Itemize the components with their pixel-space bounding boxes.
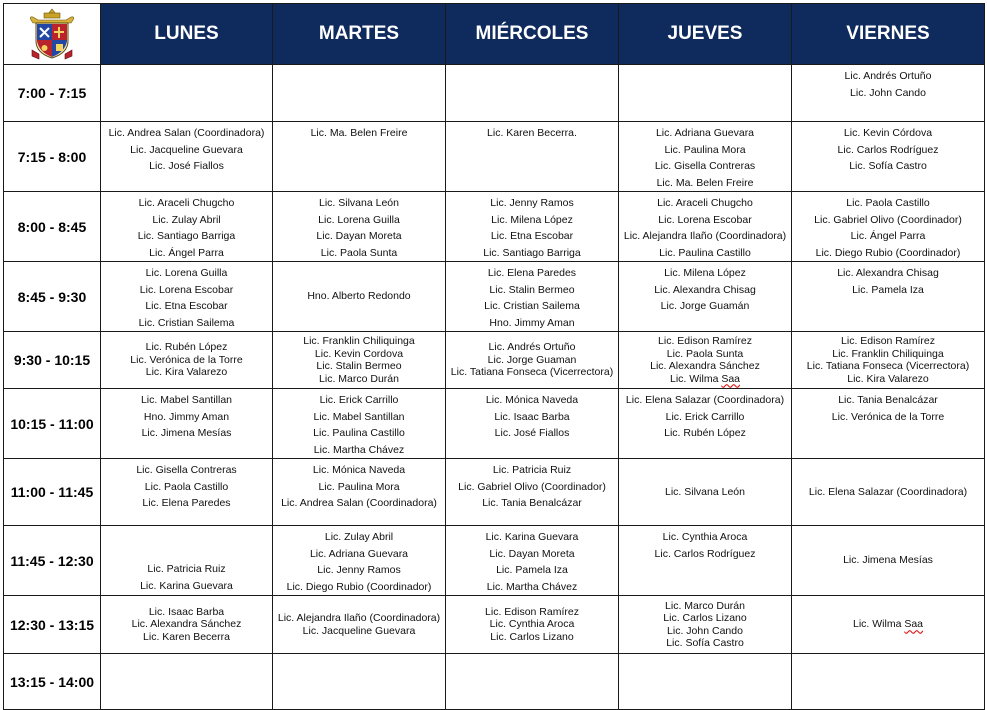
teacher-name: Lic. Karen Becerra bbox=[143, 630, 230, 643]
teacher-name: Lic. Pamela Iza bbox=[496, 564, 568, 576]
teacher-name: Lic. Marco Durán bbox=[665, 599, 745, 612]
teacher-name: Lic. Paulina Castillo bbox=[659, 246, 751, 259]
teacher-name: Lic. Elena Paredes bbox=[142, 497, 231, 509]
schedule-cell bbox=[619, 65, 792, 122]
schedule-cell bbox=[446, 262, 619, 332]
schedule-cell bbox=[101, 122, 273, 192]
schedule-cell bbox=[619, 596, 792, 654]
schedule-cell bbox=[273, 389, 446, 459]
teacher-name: Lic. Gisella Contreras bbox=[136, 464, 237, 476]
schedule-row bbox=[4, 654, 985, 710]
schedule-cell bbox=[792, 192, 985, 262]
teacher-name: Lic. Zulay Abril bbox=[324, 531, 394, 543]
teacher-name: Lic. Santiago Barriga bbox=[483, 246, 581, 259]
teacher-name: Lic. Dayan Moreta bbox=[316, 230, 402, 242]
teacher-name: Lic. Jenny Ramos bbox=[317, 564, 401, 576]
schedule-cell bbox=[446, 459, 619, 526]
time-slot-label: 11:00 - 11:45 bbox=[4, 459, 101, 526]
teacher-name: Lic. Karina Guevara bbox=[485, 531, 579, 543]
schedule-cell bbox=[619, 459, 792, 526]
schedule-cell bbox=[273, 122, 446, 192]
teacher-name: Lic. Etna Escobar bbox=[490, 230, 574, 242]
schedule-cell bbox=[619, 192, 792, 262]
teacher-name: Lic. Ángel Parra bbox=[850, 230, 926, 242]
schedule-cell bbox=[273, 192, 446, 262]
schedule-row bbox=[4, 459, 985, 526]
schedule-cell bbox=[446, 389, 619, 459]
teacher-name: Lic. Lorena Escobar bbox=[658, 213, 752, 226]
teacher-name: Lic. Elena Paredes bbox=[487, 267, 577, 279]
teacher-name: Lic. Lorena Escobar bbox=[139, 283, 234, 296]
time-slot-label: 12:30 - 13:15 bbox=[4, 596, 101, 654]
teacher-name: Lic. Edison Ramírez bbox=[485, 605, 579, 618]
teacher-name: Lic. Alejandra Ilaño (Coordinadora) bbox=[623, 230, 787, 242]
teacher-name: Lic. Sofía Castro bbox=[849, 160, 927, 172]
teacher-name: Lic. Rubén López bbox=[664, 427, 746, 439]
teacher-name: Lic. Mónica Naveda bbox=[312, 464, 406, 476]
teacher-name: Lic. Paola Castillo bbox=[846, 197, 930, 209]
schedule-row bbox=[4, 389, 985, 459]
teacher-name: Lic. Kevin Córdova bbox=[843, 127, 933, 139]
teacher-name: Lic. Cristian Sailema bbox=[138, 316, 235, 329]
teacher-name: Lic. Ma. Belen Freire bbox=[310, 127, 408, 139]
time-slot-label: 8:45 - 9:30 bbox=[4, 262, 101, 332]
teacher-name: Lic. Rubén López bbox=[145, 341, 228, 354]
teacher-name: Lic. Alexandra Chisag bbox=[837, 267, 939, 279]
teacher-name: Lic. Carlos Rodríguez bbox=[837, 143, 939, 156]
teacher-name: Lic. Stalin Bermeo bbox=[316, 360, 402, 372]
schedule-cell bbox=[446, 654, 619, 710]
schedule-cell bbox=[792, 65, 985, 122]
teacher-name: Lic. Jacqueline Guevara bbox=[302, 624, 416, 637]
time-slot-label: 9:30 - 10:15 bbox=[4, 332, 101, 389]
schedule-cell bbox=[792, 389, 985, 459]
schedule-cell bbox=[273, 332, 446, 389]
teacher-name: Lic. Dayan Moreta bbox=[489, 547, 575, 560]
schedule-cell bbox=[792, 332, 985, 389]
teacher-name: Lic. Jacqueline Guevara bbox=[130, 143, 243, 156]
schedule-cell bbox=[446, 65, 619, 122]
teacher-name: Lic. Isaac Barba bbox=[148, 605, 225, 618]
schedule-row bbox=[4, 332, 985, 389]
day-header-jueves: JUEVES bbox=[619, 4, 792, 65]
teacher-name: Lic. Paola Sunta bbox=[666, 347, 744, 360]
teacher-name: Lic. Andrés Ortuño bbox=[844, 70, 932, 82]
teacher-name: Lic. Elena Salazar (Coordinadora) bbox=[625, 394, 785, 406]
teacher-name: Lic. Jorge Guamán bbox=[660, 300, 750, 312]
teacher-name: Lic. Isaac Barba bbox=[494, 410, 570, 423]
teacher-name: Lic. Edison Ramírez bbox=[658, 335, 752, 347]
teacher-name: Lic. Jenny Ramos bbox=[490, 197, 574, 209]
schedule-cell bbox=[273, 459, 446, 526]
teacher-name: Lic. Araceli Chugcho bbox=[138, 197, 235, 209]
teacher-name: Lic. Ángel Parra bbox=[149, 246, 224, 259]
time-slot-label: 10:15 - 11:00 bbox=[4, 389, 101, 459]
teacher-name: Lic. Etna Escobar bbox=[145, 300, 228, 312]
teacher-name: Lic. Wilma Saa bbox=[852, 618, 924, 631]
schedule-cell bbox=[619, 122, 792, 192]
teacher-name: Lic. Ma. Belen Freire bbox=[656, 176, 754, 189]
time-slot-label: 7:15 - 8:00 bbox=[4, 122, 101, 192]
teacher-name: Lic. Silvana León bbox=[665, 485, 745, 498]
teacher-name: Lic. Andrea Salan (Coordinadora) bbox=[108, 127, 265, 139]
teacher-name: Lic. Araceli Chugcho bbox=[657, 197, 753, 209]
schedule-cell bbox=[792, 526, 985, 596]
teacher-name: Lic. Cynthia Aroca bbox=[489, 618, 575, 631]
teacher-name: Lic. Elena Salazar (Coordinadora) bbox=[808, 485, 968, 498]
teacher-name: Lic. Tatiana Fonseca (Vicerrectora) bbox=[450, 366, 614, 379]
teacher-name: Lic. Gabriel Olivo (Coordinador) bbox=[458, 480, 606, 493]
teacher-name: Lic. Santiago Barriga bbox=[137, 230, 236, 242]
schedule-cell bbox=[273, 526, 446, 596]
teacher-name: Lic. Carlos Rodríguez bbox=[654, 547, 756, 560]
schedule-cell bbox=[273, 262, 446, 332]
teacher-name: Lic. Tatiana Fonseca (Vicerrectora) bbox=[806, 360, 970, 372]
schedule-cell bbox=[792, 459, 985, 526]
schedule-row bbox=[4, 122, 985, 192]
teacher-name: Lic. Alexandra Sánchez bbox=[131, 618, 242, 631]
teacher-name: Lic. Carlos Lizano bbox=[490, 630, 574, 643]
header-row bbox=[4, 4, 985, 65]
teacher-name: Hno. Alberto Redondo bbox=[307, 290, 411, 303]
schedule-row bbox=[4, 262, 985, 332]
teacher-name: Hno. Jimmy Aman bbox=[489, 316, 575, 329]
teacher-name: Lic. John Cando bbox=[667, 624, 743, 637]
schedule-row bbox=[4, 526, 985, 596]
schedule-cell bbox=[101, 65, 273, 122]
teacher-name: Lic. Jimena Mesías bbox=[843, 554, 933, 567]
schedule-cell bbox=[619, 332, 792, 389]
school-logo bbox=[4, 4, 101, 65]
teacher-name: Lic. Karina Guevara bbox=[140, 579, 233, 592]
schedule-cell bbox=[446, 596, 619, 654]
teacher-name: Lic. Adriana Guevara bbox=[655, 127, 755, 139]
teacher-name: Lic. Andrea Salan (Coordinadora) bbox=[281, 497, 437, 509]
teacher-name: Lic. Gisella Contreras bbox=[654, 160, 756, 172]
teacher-name: Lic. José Fiallos bbox=[494, 427, 570, 439]
time-slot-label: 13:15 - 14:00 bbox=[4, 654, 101, 710]
teacher-name: Lic. Martha Chávez bbox=[313, 443, 405, 456]
teacher-name: Lic. Zulay Abril bbox=[152, 213, 221, 226]
teacher-name: Lic. José Fiallos bbox=[149, 160, 224, 172]
teacher-name: Lic. Tania Benalcázar bbox=[482, 497, 582, 509]
teacher-name: Lic. Tania Benalcázar bbox=[838, 394, 938, 406]
teacher-name: Lic. Gabriel Olivo (Coordinador) bbox=[814, 213, 962, 226]
teacher-name: Lic. Paulina Castillo bbox=[313, 427, 405, 439]
teacher-name: Lic. Silvana León bbox=[319, 197, 399, 209]
teacher-name: Lic. Mabel Santillan bbox=[140, 394, 233, 406]
teacher-name: Lic. Alejandra Ilaño (Coordinadora) bbox=[277, 612, 441, 624]
schedule-cell bbox=[273, 65, 446, 122]
teacher-name: Lic. Marco Durán bbox=[319, 372, 399, 385]
teacher-name: Lic. Carlos Lizano bbox=[663, 612, 747, 624]
teacher-name: Lic. Patricia Ruiz bbox=[492, 464, 572, 476]
teacher-name: Lic. Verónica de la Torre bbox=[130, 353, 243, 366]
teacher-name: Lic. Pamela Iza bbox=[852, 283, 924, 296]
teacher-name: Lic. Jorge Guaman bbox=[487, 353, 577, 366]
schedule-cell bbox=[101, 192, 273, 262]
schedule-body bbox=[4, 65, 985, 710]
teacher-name: Lic. Jimena Mesías bbox=[141, 427, 232, 439]
teacher-name: Lic. Lorena Guilla bbox=[318, 213, 400, 226]
time-slot-label: 7:00 - 7:15 bbox=[4, 65, 101, 122]
teacher-name: Lic. Karen Becerra. bbox=[487, 127, 577, 139]
schedule-cell bbox=[619, 654, 792, 710]
teacher-name: Lic. Kevin Cordova bbox=[314, 347, 404, 360]
teacher-name: Hno. Jimmy Aman bbox=[143, 410, 230, 423]
schedule-cell bbox=[619, 389, 792, 459]
schedule-cell bbox=[101, 596, 273, 654]
teacher-name: Lic. Kira Valarezo bbox=[145, 366, 228, 379]
teacher-name: Lic. Diego Rubio (Coordinador) bbox=[286, 580, 432, 593]
day-header-martes: MARTES bbox=[273, 4, 446, 65]
teacher-name: Lic. Lorena Guilla bbox=[145, 267, 228, 279]
teacher-name: Lic. Andrés Ortuño bbox=[488, 341, 576, 354]
teacher-name: Lic. Patricia Ruiz bbox=[147, 563, 226, 575]
schedule-cell bbox=[101, 526, 273, 596]
teacher-name: Lic. Mónica Naveda bbox=[485, 394, 579, 406]
schedule-cell bbox=[101, 332, 273, 389]
teacher-name: Lic. John Cando bbox=[850, 86, 926, 99]
teacher-name: Lic. Milena López bbox=[491, 213, 573, 226]
teacher-name: Lic. Paola Sunta bbox=[320, 246, 398, 259]
teacher-name: Lic. Diego Rubio (Coordinador) bbox=[815, 246, 961, 259]
teacher-name: Lic. Wilma Saa bbox=[669, 372, 741, 385]
teacher-name: Lic. Paola Castillo bbox=[144, 480, 229, 493]
schedule-cell bbox=[792, 596, 985, 654]
schedule-cell bbox=[792, 654, 985, 710]
teacher-name: Lic. Stalin Bermeo bbox=[489, 283, 575, 296]
teacher-name: Lic. Verónica de la Torre bbox=[831, 410, 945, 423]
teacher-name: Lic. Erick Carrillo bbox=[319, 394, 399, 406]
schedule-cell bbox=[101, 262, 273, 332]
shield-crest-icon bbox=[29, 8, 75, 60]
day-header-viernes: VIERNES bbox=[792, 4, 985, 65]
schedule-row bbox=[4, 65, 985, 122]
teacher-name: Lic. Cynthia Aroca bbox=[662, 531, 748, 543]
schedule-row bbox=[4, 596, 985, 654]
schedule-cell bbox=[101, 389, 273, 459]
teacher-name: Lic. Cristian Sailema bbox=[484, 300, 580, 312]
time-slot-label: 11:45 - 12:30 bbox=[4, 526, 101, 596]
teacher-name: Lic. Adriana Guevara bbox=[309, 547, 409, 560]
schedule-cell bbox=[101, 654, 273, 710]
teacher-name: Lic. Kira Valarezo bbox=[847, 372, 929, 385]
teacher-name: Lic. Sofía Castro bbox=[666, 637, 744, 649]
schedule-cell bbox=[792, 262, 985, 332]
schedule-table bbox=[3, 3, 985, 710]
teacher-name: Lic. Edison Ramírez bbox=[841, 335, 935, 347]
schedule-cell bbox=[446, 526, 619, 596]
teacher-name: Lic. Paulina Mora bbox=[664, 143, 746, 156]
teacher-name: Lic. Alexandra Sánchez bbox=[650, 360, 760, 372]
schedule-cell bbox=[446, 192, 619, 262]
schedule-cell bbox=[792, 122, 985, 192]
schedule-row bbox=[4, 192, 985, 262]
schedule-cell bbox=[273, 654, 446, 710]
teacher-name: Lic. Alexandra Chisag bbox=[654, 283, 756, 296]
teacher-name: Lic. Martha Chávez bbox=[486, 580, 578, 593]
schedule-cell bbox=[101, 459, 273, 526]
schedule-cell bbox=[446, 122, 619, 192]
schedule-cell bbox=[619, 262, 792, 332]
day-header-lunes: LUNES bbox=[101, 4, 273, 65]
teacher-name: Lic. Erick Carrillo bbox=[665, 410, 745, 423]
teacher-name: Lic. Mabel Santillan bbox=[313, 410, 405, 423]
teacher-name: Lic. Milena López bbox=[664, 267, 746, 279]
schedule-cell bbox=[619, 526, 792, 596]
schedule-cell bbox=[273, 596, 446, 654]
teacher-name: Lic. Franklin Chiliquinga bbox=[303, 335, 415, 347]
day-header-miercoles: MIÉRCOLES bbox=[446, 4, 619, 65]
schedule-cell bbox=[446, 332, 619, 389]
time-slot-label: 8:00 - 8:45 bbox=[4, 192, 101, 262]
teacher-name: Lic. Paulina Mora bbox=[318, 480, 400, 493]
teacher-name: Lic. Franklin Chiliquinga bbox=[832, 347, 944, 360]
